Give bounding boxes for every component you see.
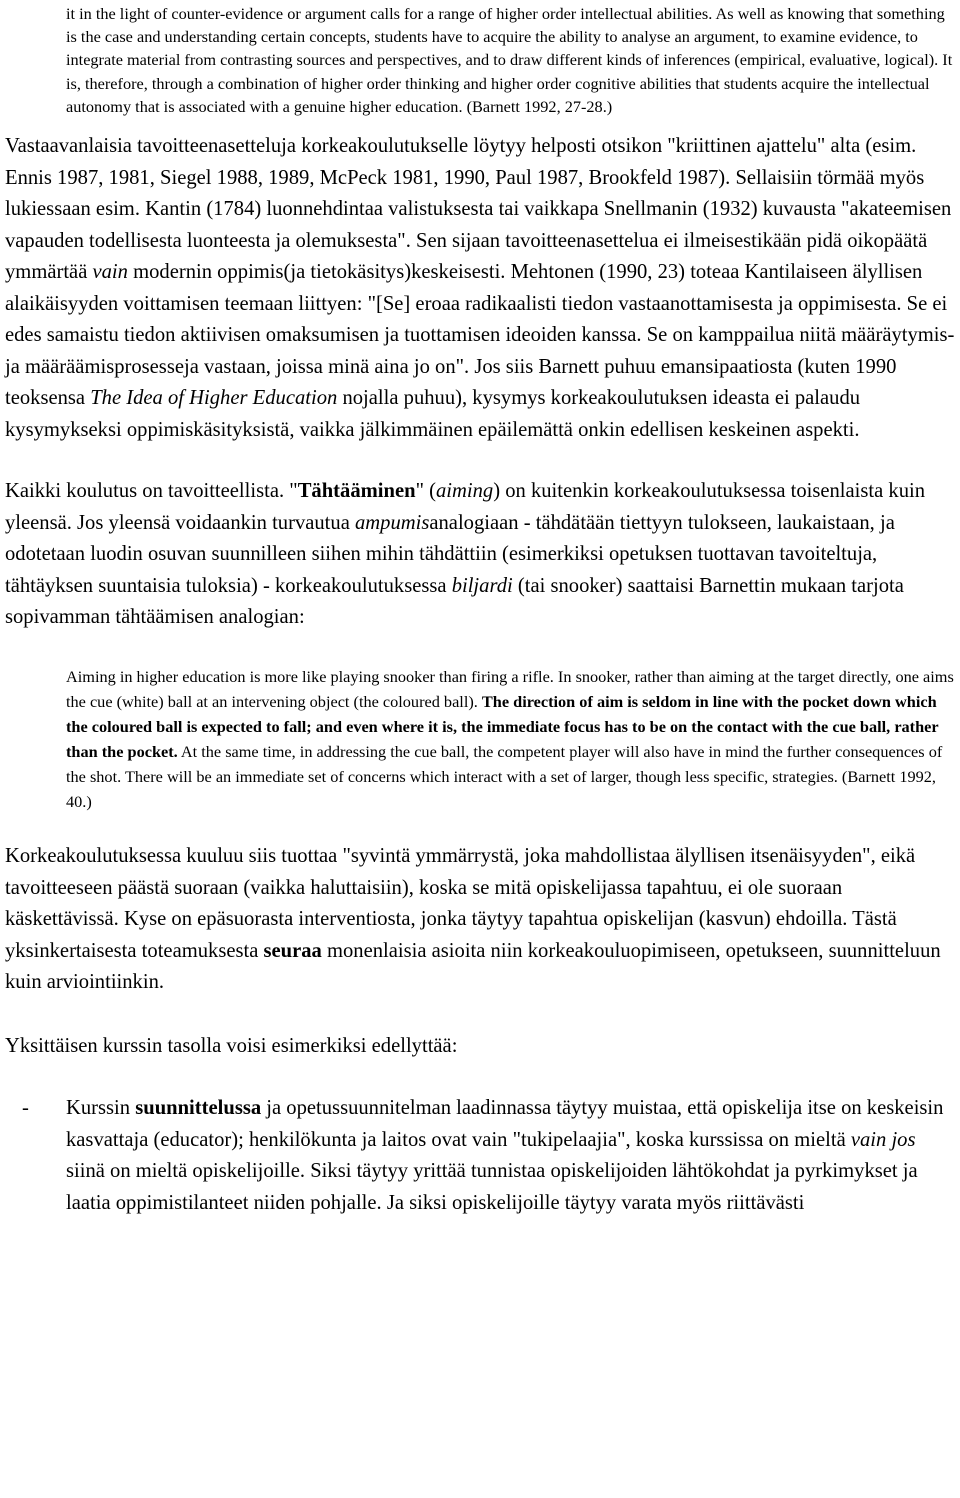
paragraph-text: (tai snooker) saattaisi Barnettin mukaan tarjota sopivamman tähtäämisen analogian: [5, 574, 904, 629]
paragraph-text: modernin oppimis(ja tietokäsitys)keskeisesti. Mehtonen (1990, 23) toteaa Kantilaiseen älyllisen alaikäisyyden voittamisen teemaan liittyen: "[Se] eroaa radikaalisti tiedon vastaanottamisesta ja oppimisesta. Se ei edes samaistu tiedon aktiivisen omaksumisen ja tuottamisen ideoiden kanssa. Se on kamppailua niitä määräytymis- ja määräämisprosesseja vastaan, joissa minä aina jo on". Jos siis Barnett puhuu emansipaatiosta (kuten 1990 teoksensa [5, 261, 955, 410]
paragraph-text: Korkeakoulutuksessa kuuluu siis tuottaa "syvintä ymmärrystä, joka mahdollistaa älyllisen itsenäisyyden", eikä tavoitteeseen päästä suoraan (vaikka haluttaisiin), koska se mitä opiskelijassa tapahtuu, ei ole suoraan käskettävissä. Kyse on epäsuorasta interventiosta, jonka täytyy tapahtua opiskelijan (kasvun) ehdoilla. Tästä yksinkertaisesta toteamuksesta [5, 845, 916, 962]
emphasis-aiming: aiming [435, 480, 494, 503]
emphasis-biljardi: biljardi [451, 574, 513, 597]
quote-text: Aiming in higher education is more like playing snooker than firing a rifle. In snooker, rather than aiming at the target directly, one aims the cue (white) ball at an intervening object (the coloured ball). [66, 666, 954, 711]
paragraph-aiming [5, 476, 955, 634]
paragraph-text: " ( [415, 480, 436, 503]
paragraph-course-level: Yksittäisen kurssin tasolla voisi esimerkiksi edellyttää: [5, 1034, 458, 1057]
quote-bold-text: The direction of aim is seldom in line with the pocket down which the coloured ball is expected to fall; and even where it is, the immediate focus has to be on the contact with the cue ball, rather than the pocket. [66, 691, 939, 761]
list-dash: - [22, 1097, 29, 1120]
paragraph-text: analogiaan - tähdätään tiettyyn tulokseen, laukaistaan, ja odotetaan luodin osuvan suunnilleen siihen mihin tähdättiin (esimerkiksi opetuksen tuottavan tavoiteltuja, tähtäyksen suuntaisia tuloksia) - korkeakoulutuksessa [5, 511, 895, 597]
book-title: The Idea of Higher Education [90, 387, 338, 410]
paragraph-text: nojalla puhuu), kysymys korkeakoulutuksen ideasta ei palaudu kysymykseksi oppimiskäsityksistä, vaikka jälkimmäinen epäilemättä onkin edellisen keskeinen aspekti. [5, 387, 861, 441]
quote-top-text: it in the light of counter-evidence or argument calls for a range of higher order intellectual abilities. As well as knowing that something is the case and understanding certain concepts, students have to acquire the ability to analyse an argument, to examine evidence, to integrate material from contrasting sources and perspectives, and to draw different kinds of inferences (empirical, evaluative, logical). It is, therefore, through a combination of higher order thinking and higher order cognitive abilities that students acquire the intellectual autonomy that is associated with a genuine higher education. (Barnett 1992, 27-28.) [66, 4, 953, 116]
list-text: ja opetussuunnitelman laadinnassa täytyy muistaa, että opiskelija itse on keskeisin kasvattaja (educator); henkilökunta ja laitos ovat vain "tukipelaajia", koska kurssissa on mieltä [66, 1097, 944, 1151]
snooker-blockquote [66, 664, 960, 815]
paragraph-text: Vastaavanlaisia tavoitteenasetteluja korkeakoulutukselle löytyy helposti otsikon "kriittinen ajattelu" alta (esim. Ennis 1987, 1981, Siegel 1988, 1989, McPeck 1981, 1990, Paul 1987, Brookfeld 1987). Sellaisiin törmää myös lukiessaan esim. Kantin (1784) luonnehdintaa valistuksesta tai vaikkapa Snellmanin (1932) kuvausta "akateemisen vapauden todellisesta luonteesta ja olemuksesta". Sen sijaan tavoitteenasettelua ei ilmeisestikään pidä oikopäätä ymmärtää [5, 135, 952, 284]
bold-suunnittelussa: suunnittelussa [135, 1097, 262, 1120]
paragraph-text: Kaikki koulutus on tavoitteellista. " [5, 480, 298, 503]
paragraph-deep-understanding [5, 841, 955, 999]
list-item [5, 1093, 960, 1219]
paragraph-text: ) on kuitenkin korkeakoulutuksessa toisenlaista kuin yleensä. Jos yleensä voidaankin turvautua [5, 480, 926, 534]
bold-seuraa: seuraa [263, 939, 322, 962]
quote-text: At the same time, in addressing the cue ball, the competent player will also have in mind the further consequences of the shot. There will be an immediate set of concerns which interact with a set of larger, though less specific, strategies. (Barnett 1992, 40.) [66, 741, 943, 811]
emphasis-vain: vain [92, 261, 128, 284]
list-text: Kurssin [66, 1097, 136, 1120]
quote-top-paragraph [66, 0, 956, 118]
bold-tahtaaminen: Tähtääminen [297, 480, 416, 503]
list-item-body [66, 1093, 946, 1219]
list-text: siinä on mieltä opiskelijoille. Siksi täytyy yrittää tunnistaa opiskelijoiden lähtökohdat ja pyrkimykset ja laatia oppimistilanteet niiden pohjalle. Ja siksi opiskelijoille täytyy varata myös riittävästi [66, 1160, 918, 1214]
emphasis-ampumis: ampumis [355, 511, 430, 534]
paragraph-text: monenlaisia asioita niin korkeakouluopimiseen, opetukseen, suunnitteluun kuin arviointiinkin. [5, 939, 941, 994]
emphasis-vain-jos: vain jos [850, 1128, 916, 1151]
paragraph-critical-thinking [5, 131, 955, 446]
